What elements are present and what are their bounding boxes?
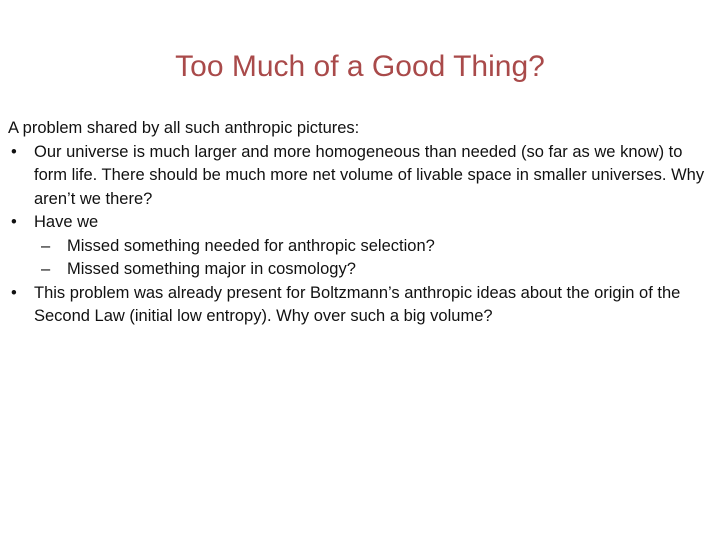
bullet-text: Have we	[34, 213, 99, 231]
slide-body	[8, 117, 714, 329]
sub-bullet-text: Missed something major in cosmology?	[67, 260, 356, 278]
bullet-item	[8, 282, 714, 329]
bullet-text: This problem was already present for Boltzmann’s anthropic ideas about the origin of the Second Law (initial low entropy). Why over such a big volume?	[34, 283, 681, 325]
bullet-icon: •	[11, 142, 17, 161]
dash-icon: –	[41, 260, 51, 278]
bullet-text: Our universe is much larger and more homogeneous than needed (so far as we know) to form life. There should be much more net volume of livable space in smaller universes. Why aren’t we there?	[34, 142, 705, 208]
bullet-icon: •	[11, 283, 17, 302]
sub-bullet-item	[8, 235, 714, 259]
dash-icon: –	[41, 236, 51, 255]
bullet-icon: •	[11, 213, 17, 231]
bullet-item	[8, 211, 714, 235]
bullet-item	[8, 141, 714, 212]
sub-bullet-text: Missed something needed for anthropic selection?	[67, 236, 435, 255]
slide-title: Too Much of a Good Thing?	[175, 50, 545, 83]
intro-text: A problem shared by all such anthropic pictures:	[8, 119, 360, 137]
sub-bullet-item	[8, 258, 714, 282]
